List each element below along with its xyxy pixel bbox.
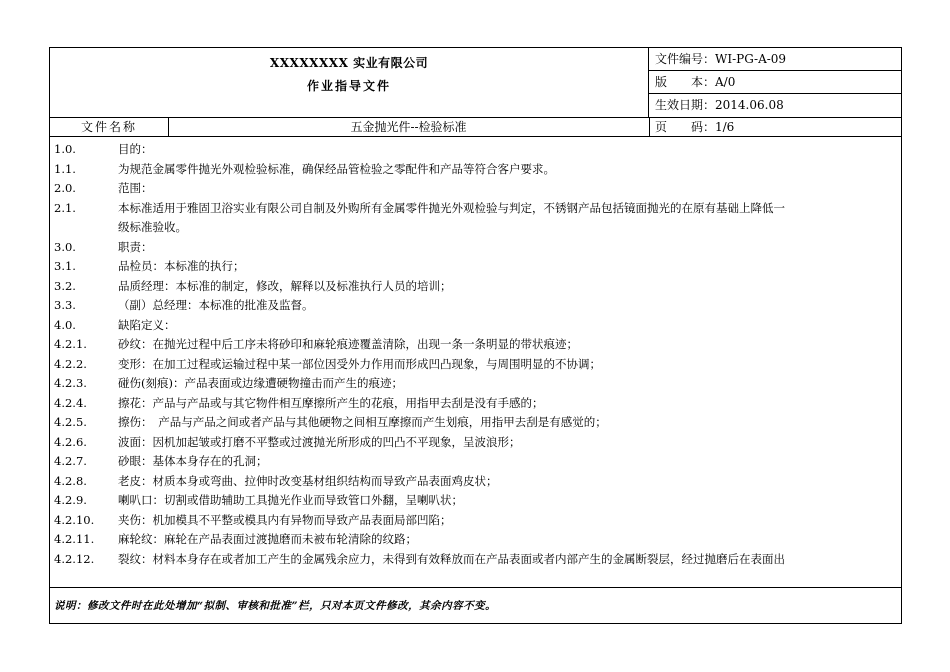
clause-text: 碰伤(刻痕)：产品表面或边缘遭硬物撞击而产生的痕迹；: [118, 376, 403, 390]
clause-line: [50, 237, 901, 257]
clause-text: 擦伤： 产品与产品之间或者产品与其他硬物之间相互摩擦而产生划痕，用指甲去刮是有感觉的；: [118, 415, 607, 429]
clause-number: 1.0.: [54, 142, 76, 156]
clause-text: 本标准适用于雅固卫浴实业有限公司自制及外购所有金属零件抛光外观检验与判定，不锈钢产品包括镜面抛光的在原有基础上降低一: [118, 200, 785, 215]
clause-text: 范围：: [118, 181, 153, 195]
file-name-row: [50, 118, 901, 137]
clause-text: 变形：在加工过程或运输过程中某一部位因受外力作用而形成凹凸现象，与周围明显的不协调；: [118, 356, 601, 371]
clause-number: 3.0.: [54, 239, 76, 254]
company-name: XXXXXXXX 实业有限公司: [269, 56, 429, 70]
clause-text: 夹伤：机加模具不平整或模具内有异物而导致产品表面局部凹陷；: [118, 512, 452, 527]
clause-number: 3.1.: [54, 259, 76, 273]
clause-text: （副）总经理：本标准的批准及监督。: [118, 298, 314, 312]
clause-text: 喇叭口：切割或借助辅助工具抛光作业而导致管口外翻，呈喇叭状；: [118, 493, 463, 507]
clause-number: 4.2.3.: [54, 376, 87, 390]
clause-line: [50, 295, 901, 315]
clause-text: 裂纹：材料本身存在或者加工产生的金属残余应力，未得到有效释放而在产品表面或者内部产生的金属断裂层，经过抛磨后在表面出: [118, 551, 785, 566]
clause-number: 4.2.10.: [54, 512, 95, 527]
clause-text: 为规范金属零件抛光外观检验标准，确保经品管检验之零配件和产品等符合客户要求。: [118, 161, 555, 176]
clause-number: 4.2.12.: [54, 551, 95, 566]
clause-line: [50, 217, 901, 237]
clause-line: [50, 412, 901, 432]
clause-line: [50, 529, 901, 549]
document-body: [50, 138, 901, 587]
clause-number: 4.2.9.: [54, 493, 87, 507]
doc-version: 版 本：A/0: [649, 71, 901, 94]
clause-text: 目的：: [118, 142, 153, 156]
header-meta-block: [649, 48, 901, 118]
clause-line: [50, 178, 901, 198]
document-sheet: [49, 47, 902, 624]
clause-line: [50, 315, 901, 335]
clause-line: [50, 256, 901, 276]
document-type: 作业指导文件: [306, 79, 391, 93]
clause-line: [50, 354, 901, 374]
clause-line: [50, 276, 901, 296]
page-number: 页 码：1/6: [655, 120, 735, 134]
clause-text: 擦花：产品与产品或与其它物件相互摩擦所产生的花痕，用指甲去刮是没有手感的；: [118, 395, 544, 410]
clause-text: 老皮：材质本身或弯曲、拉伸时改变基材组织结构而导致产品表面鸡皮状；: [118, 473, 498, 488]
clause-text: 波面：因机加起皱或打磨不平整或过渡抛光所形成的凹凸不平现象，呈波浪形；: [118, 434, 521, 449]
file-name-value: 五金抛光件--检验标准: [168, 118, 650, 136]
clause-number: 4.2.7.: [54, 454, 87, 468]
revision-note: 说明：修改文件时在此处增加“拟制、审核和批准”栏，只对本页文件修改，其余内容不变。: [54, 600, 497, 612]
clause-line: [50, 198, 901, 218]
clause-number: 4.2.2.: [54, 356, 87, 371]
clause-line: [50, 490, 901, 510]
clause-number: 1.1.: [54, 161, 76, 176]
clause-number: 4.2.6.: [54, 434, 87, 449]
clause-number: 3.2.: [54, 278, 76, 293]
clause-number: 4.2.11.: [54, 532, 95, 546]
clause-line: [50, 432, 901, 452]
clause-line: [50, 471, 901, 491]
clause-text: 级标准验收。: [118, 220, 187, 234]
file-name-label: 文件名称: [50, 118, 169, 136]
clause-text: 品检员：本标准的执行；: [118, 259, 245, 273]
clause-text: 砂纹：在抛光过程中后工序未将砂印和麻轮痕迹覆盖清除，出现一条一条明显的带状痕迹；: [118, 337, 578, 351]
revision-note-bar: [50, 587, 901, 623]
doc-number: 文件编号：WI-PG-A-09: [649, 48, 901, 71]
clause-line: [50, 334, 901, 354]
clause-line: [50, 159, 901, 179]
clause-line: [50, 451, 901, 471]
clause-line: [50, 393, 901, 413]
clause-line: [50, 373, 901, 393]
clause-text: 麻轮纹：麻轮在产品表面过渡抛磨而未被布轮清除的纹路；: [118, 532, 417, 546]
clause-text: 砂眼：基体本身存在的孔洞；: [118, 454, 268, 468]
clause-line: [50, 139, 901, 159]
clause-number: 2.1.: [54, 200, 76, 215]
clause-number: 4.2.8.: [54, 473, 87, 488]
clause-number: 4.2.1.: [54, 337, 87, 351]
clause-number: 2.0.: [54, 181, 76, 195]
clause-number: 3.3.: [54, 298, 76, 312]
clause-number: 4.0.: [54, 317, 76, 332]
clause-text: 品质经理：本标准的制定，修改，解释以及标准执行人员的培训；: [118, 278, 452, 293]
clause-number: 4.2.5.: [54, 415, 87, 429]
clause-text: 缺陷定义：: [118, 317, 176, 332]
header-title-block: [50, 48, 649, 118]
clause-line: [50, 549, 901, 569]
clause-number: 4.2.4.: [54, 395, 87, 410]
clause-text: 职责：: [118, 239, 153, 254]
clause-line: [50, 510, 901, 530]
effective-date: 生效日期：2014.06.08: [649, 94, 901, 118]
